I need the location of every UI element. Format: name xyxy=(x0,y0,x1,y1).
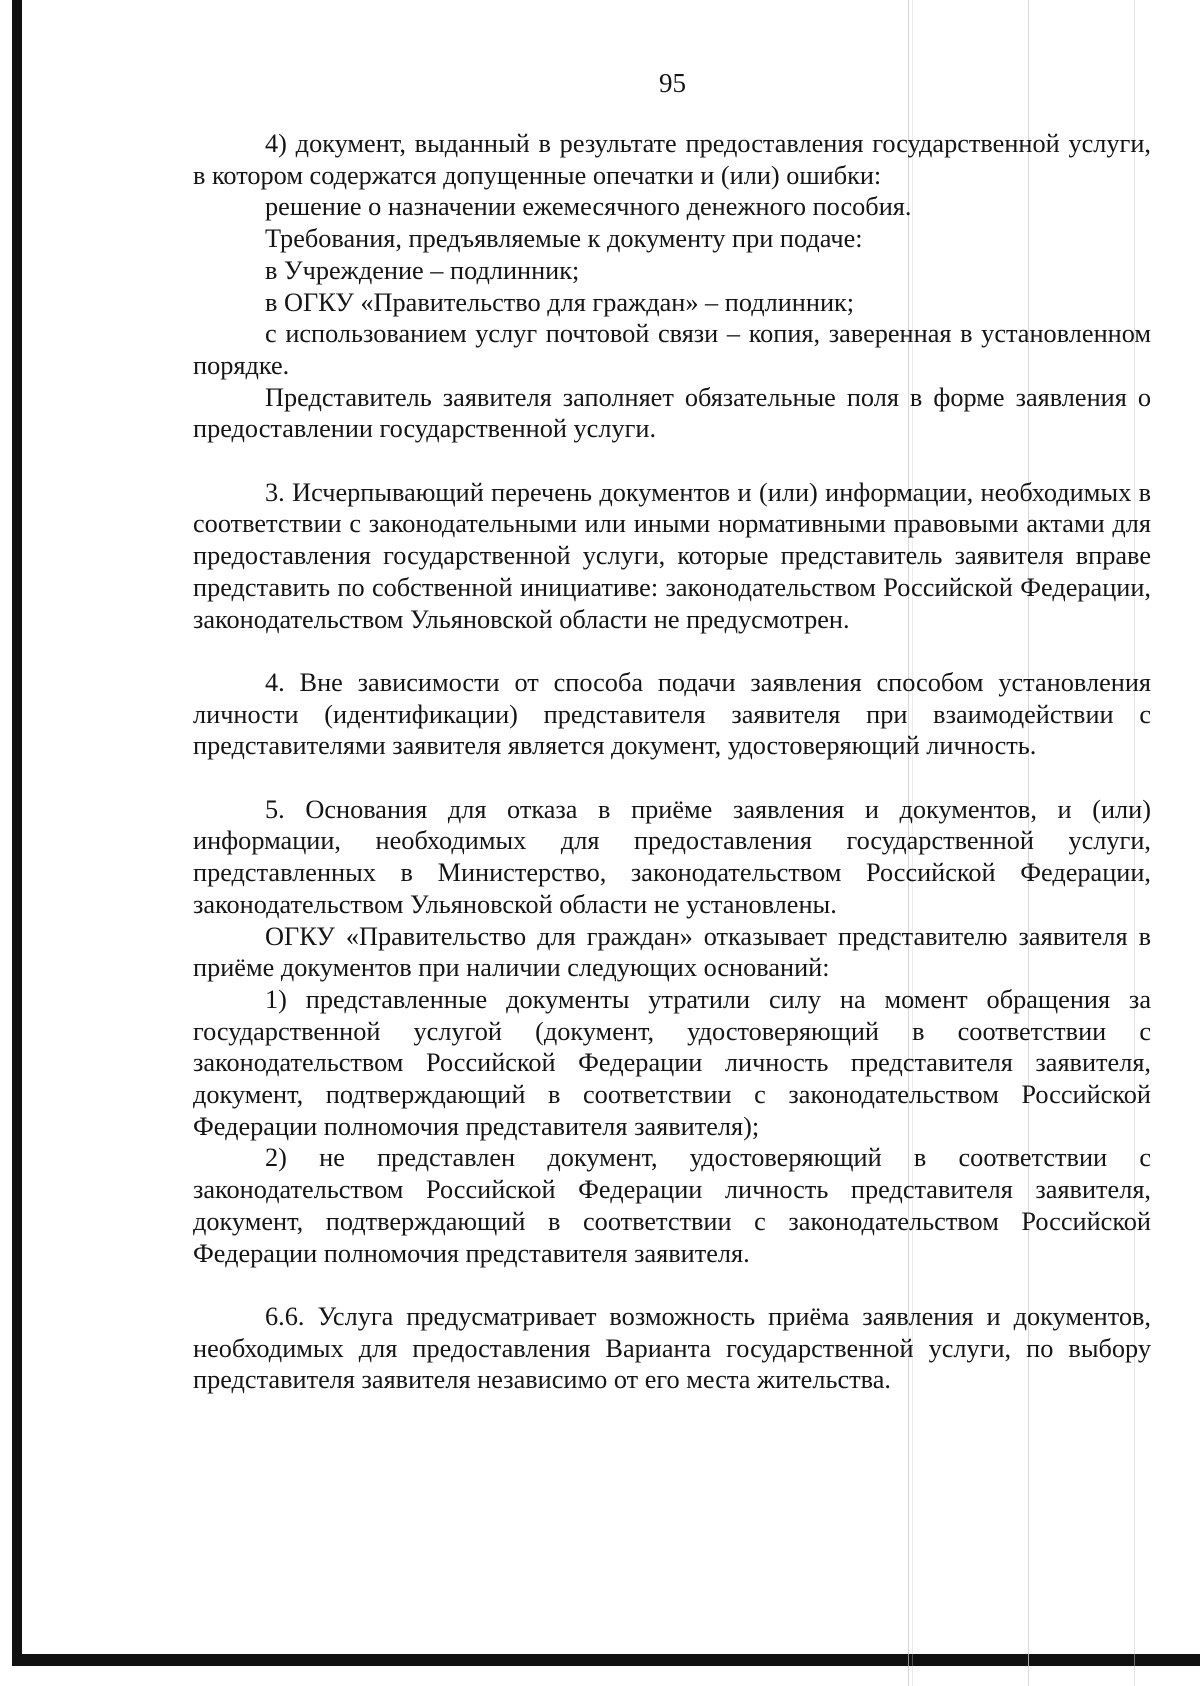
paragraph: решение о назначении ежемесячного денежного пособия. xyxy=(265,192,912,222)
paragraph: 6.6. Услуга предусматривает возможность приёма заявления и документов, необходимых для предоставления Варианта государственной услуги, по выбору представителя заявителя независимо от его места жительства. xyxy=(193,1301,1151,1395)
paragraph: в Учреждение – подлинник; xyxy=(265,255,580,285)
document-body xyxy=(193,128,1151,1396)
paragraph: 2) не представлен документ, удостоверяющий в соответствии с законодательством Российской Федерации личность представителя заявителя, документ, подтверждающий в соответствии с законодательством Российской Федерации полномочия представителя заявителя. xyxy=(193,1143,1151,1268)
scan-edge-bottom xyxy=(12,1654,1200,1666)
paragraph: 4) документ, выданный в результате предоставления государственной услуги, в котором содержатся допущенные опечатки и (или) ошибки: xyxy=(193,129,1151,190)
scan-edge-left xyxy=(12,0,22,1660)
paragraph: 3. Исчерпывающий перечень документов и (или) информации, необходимых в соответствии с законодательными или иными нормативными правовыми актами для предоставления государственной услуги, которые представитель заявителя вправе представить по собственной инициативе: законодательством Российской Федерации, законодательством Ульяновской области не предусмотрен. xyxy=(193,477,1151,634)
paragraph: Представитель заявителя заполняет обязательные поля в форме заявления о предоставлении государственной услуги. xyxy=(193,382,1151,444)
paragraph: в ОГКУ «Правительство для граждан» – подлинник; xyxy=(265,287,855,317)
paragraph: с использованием услуг почтовой связи – копия, заверенная в установленном порядке. xyxy=(193,319,1151,380)
paragraph: 5. Основания для отказа в приёме заявления и документов, и (или) информации, необходимых для предоставления государственной услуги, представленных в Министерство, законодательством Российской Федерации, законодательством Ульяновской области не установлены. xyxy=(193,794,1151,919)
paragraph: 4. Вне зависимости от способа подачи заявления способом установления личности (идентификации) представителя заявителя при взаимодействии с представителями заявителя является документ, удостоверяющий личность. xyxy=(193,667,1151,761)
paragraph: Требования, предъявляемые к документу при подаче: xyxy=(265,224,863,254)
page-number: 95 xyxy=(659,68,686,98)
paragraph: 1) представленные документы утратили силу на момент обращения за государственной услугой (документ, удостоверяющий в соответствии с законодательством Российской Федерации личность представителя заявителя, документ, подтверждающий в соответствии с законодательством Российской Федерации полномочия представителя заявителя); xyxy=(193,984,1151,1141)
paragraph: ОГКУ «Правительство для граждан» отказывает представителю заявителя в приёме документов при наличии следующих оснований: xyxy=(193,921,1151,983)
